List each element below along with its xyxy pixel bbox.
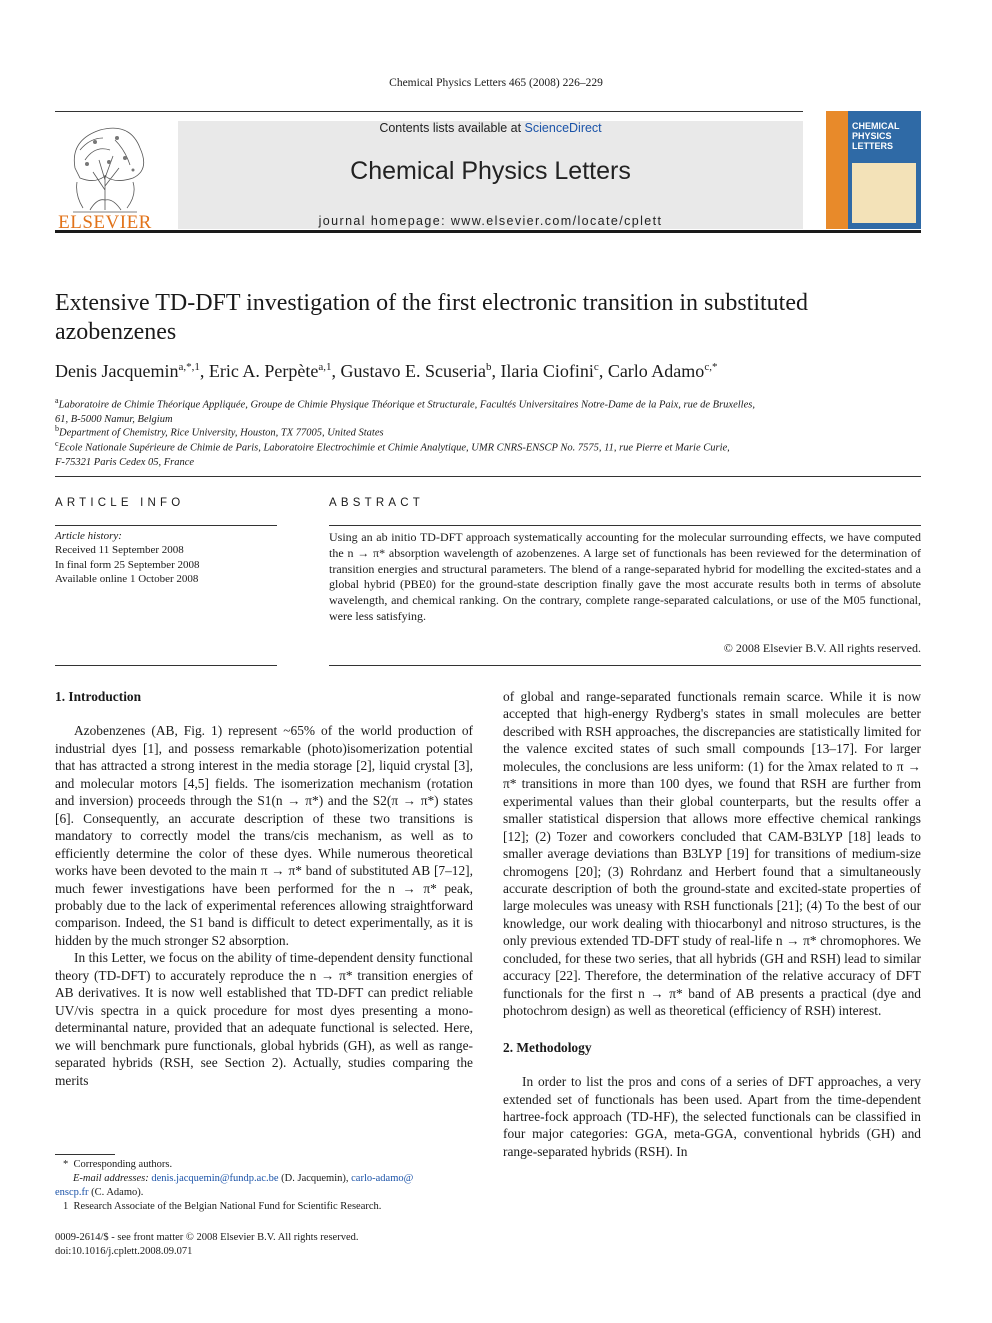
left-column (55, 688, 473, 1089)
author[interactable]: Ilaria Ciofini$^c$ (500, 361, 599, 381)
article-info-rule (55, 525, 277, 526)
abstract-rule (329, 525, 921, 526)
publisher-name: ELSEVIER (58, 212, 152, 233)
methodology-heading: 2. Methodology (503, 1039, 592, 1055)
cover-strip (826, 111, 848, 229)
author[interactable]: Carlo Adamo$^{c,*}$ (607, 361, 718, 381)
abstract-copyright: © 2008 Elsevier B.V. All rights reserved. (723, 641, 921, 655)
footnotes: * Corresponding authors. E-mail addresses: denis.jacquemin@fundp.ac.be (D. Jacquemin), carlo-adamo@ enscp.fr (C. Adamo). 1 Research Associate of the Belgian National Fund for Scientific Research. (55, 1159, 414, 1212)
intro-paragraph-3: of global and range-separated functionals remain scarce. While it is now accepted that high-energy Rydberg's states in small molecules are better described with RSH approaches, the discrepancies are statistically limited for the valence excited states of such small compounds [13–17]. For larger molecules, the conclusions are less uniform: (1) for the λmax related to π → π* transitions in more than 100 dyes, we found that RSH are further from experimental values than their global counterparts, but the results offer a smaller statistical dispersion that allows more effective chemical rankings [12]; (2) Tozer and coworkers concluded that CAM-B3LYP [18] leads to smaller average deviations than B3LYP [19] for transitions of medium-size chromogens [20]; (3) Rohrdanz and Herbert found that a simultaneously accurate description of both the ground-state and excited-state properties of large molecules was uneasy with RSH functionals [21]; (4) To the best of our knowledge, our work dealing with thiocarbonyl and nitroso structures, is the only previous extended TD-DFT study of real-life n → π* chromophores. We concluded, for these two series, that all hybrids (GH and RSH) lead to similar accuracy [22]. Therefore, the determination of the relative accuracy of DFT functionals for the first n → π* band of AB presents a practical (dye and photochrom design) as well as theoretical (efficiency of RSH) interest. (503, 689, 921, 1019)
email-link-adamo[interactable]: carlo-adamo@ (351, 1173, 414, 1184)
doi-link[interactable]: doi:10.1016/j.cplett.2008.09.071 (55, 1246, 193, 1257)
front-matter: 0009-2614/$ - see front matter © 2008 Elsevier B.V. All rights reserved. doi:10.1016/j.cplett.2008.09.071 (55, 1231, 473, 1259)
journal-cover (826, 111, 921, 229)
affiliation-b: $^b$Department of Chemistry, Rice University, Houston, TX 77005, United States (55, 424, 384, 439)
article-info-heading: ARTICLE INFO (55, 497, 185, 509)
author[interactable]: Eric A. Perpète$^{a,1}$ (208, 361, 332, 381)
sciencedirect-link[interactable]: ScienceDirect (524, 121, 602, 135)
journal-banner (178, 121, 803, 229)
abstract-rule-bottom (329, 665, 921, 666)
journal-homepage[interactable]: journal homepage: www.elsevier.com/locate/cplett (318, 214, 663, 228)
affiliation-a: $^a$Laboratoire de Chimie Théorique Appliquée, Groupe de Chimie Physique Théorique et Structurale, Facultés Universitaires Notre-Dame de la Paix, rue de Bruxelles, 61, B-5000 Namur, Belgium (55, 396, 755, 425)
intro-heading: 1. Introduction (55, 689, 142, 704)
email-link-adamo-cont[interactable]: enscp.fr (55, 1187, 89, 1198)
affiliation-rule (55, 476, 921, 477)
cover-art (852, 163, 916, 223)
abstract-heading: ABSTRACT (329, 497, 424, 509)
author[interactable]: Denis Jacquemin$^{a,*,1}$ (55, 361, 200, 381)
article-title: Extensive TD-DFT investigation of the first electronic transition in substituted azobenzenes (55, 290, 808, 345)
abstract-text: Using an ab initio TD-DFT approach systematically accounting for the molecular surrounding effects, we have computed the n → π* absorption wavelength of azobenzenes. A large set of functionals has been reviewed for the determination of transition energies and structural parameters. The blend of a range-separated hybrid for modelling the excited-states and a global hybrid (PBE0) for the ground-state description finally gave the most accurate results both in terms of absolute wavelength, and chemical ranking. On the contrary, complete range-separated calculations, or use of the M05 functional, were less satisfying. (329, 530, 921, 623)
article-history: Article history: Received 11 September 2008 In final form 25 September 2008 Available online 1 October 2008 (55, 530, 200, 585)
cover-title: CHEMICAL PHYSICS LETTERS (852, 121, 900, 151)
journal-title: Chemical Physics Letters (350, 157, 631, 185)
running-header: Chemical Physics Letters 465 (2008) 226–229 (389, 77, 603, 89)
article-info-rule-bottom (55, 665, 277, 666)
intro-paragraph-1: Azobenzenes (AB, Fig. 1) represent ~65% of the world production of industrial dyes [1], and possess remarkable (photo)isomerization potential that has attracted a strong interest in the media storage [2], liquid crystal [3], and molecular motors [4,5] fields. The isomerization mechanism (rotation and inversion) proceeds through the S1(n → π*) and the S2(π → π*) states [6]. Consequently, an accurate description of these two transitions is mandatory to correctly model the trans/cis mechanism, as well as to efficiently determine the color of these dyes. While numerous theoretical works have been devoted to the main π → π* band of substituted AB [7–12], much fewer investigations have been performed for the n → π* peak, probably due to the lack of experimental references allowing straightforward comparison. Indeed, the S1 band is difficult to detect experimentally, as it is hidden by the much stronger S2 absorption. (55, 723, 473, 948)
header-rule-top (55, 111, 803, 112)
author[interactable]: Gustavo E. Scuseria$^b$ (340, 361, 492, 381)
header-rule-bottom (55, 230, 921, 233)
email-link-jacquemin[interactable]: denis.jacquemin@fundp.ac.be (151, 1173, 279, 1184)
footnote-rule (55, 1154, 115, 1155)
methodology-paragraph-1: In order to list the pros and cons of a series of DFT approaches, a very extended set of functionals has been used. Apart from the time-dependent hartree-fock approach (TD-HF), the selected functionals can be classified in four major categories: GGA, meta-GGA, conventional hybrids (GH) and range-separated hybrids (RSH). In (503, 1074, 921, 1159)
intro-paragraph-2: In this Letter, we focus on the ability of time-dependent density functional theory (TD-DFT) to accurately reproduce the n → π* transition energies of AB derivatives. It is now well established that TD-DFT can predict reliable UV/vis spectra in a quick procedure for most dyes presenting a mono-determinantal nature, provided that an adequate functional is selected. Here, we will benchmark pure functionals, global hybrids (GH), as well as range-separated hybrids (RSH, see Section 2). Actually, studies comparing the merits (55, 950, 473, 1088)
right-column (503, 688, 921, 1160)
contents-line: Contents lists available at ScienceDirect (379, 121, 602, 135)
affiliation-c: $^c$Ecole Nationale Supérieure de Chimie de Paris, Laboratoire Electrochimie et Chimie Analytique, UMR CNRS-ENSCP No. 7575, 11, rue Pierre et Marie Curie, F-75321 Paris Cedex 05, France (55, 439, 730, 468)
author-list: Denis Jacquemin$^{a,*,1}$, Eric A. Perpète$^{a,1}$, Gustavo E. Scuseria$^b$, Ilaria Ciofini$^c$, Carlo Adamo$^{c,*}$ (55, 361, 718, 381)
